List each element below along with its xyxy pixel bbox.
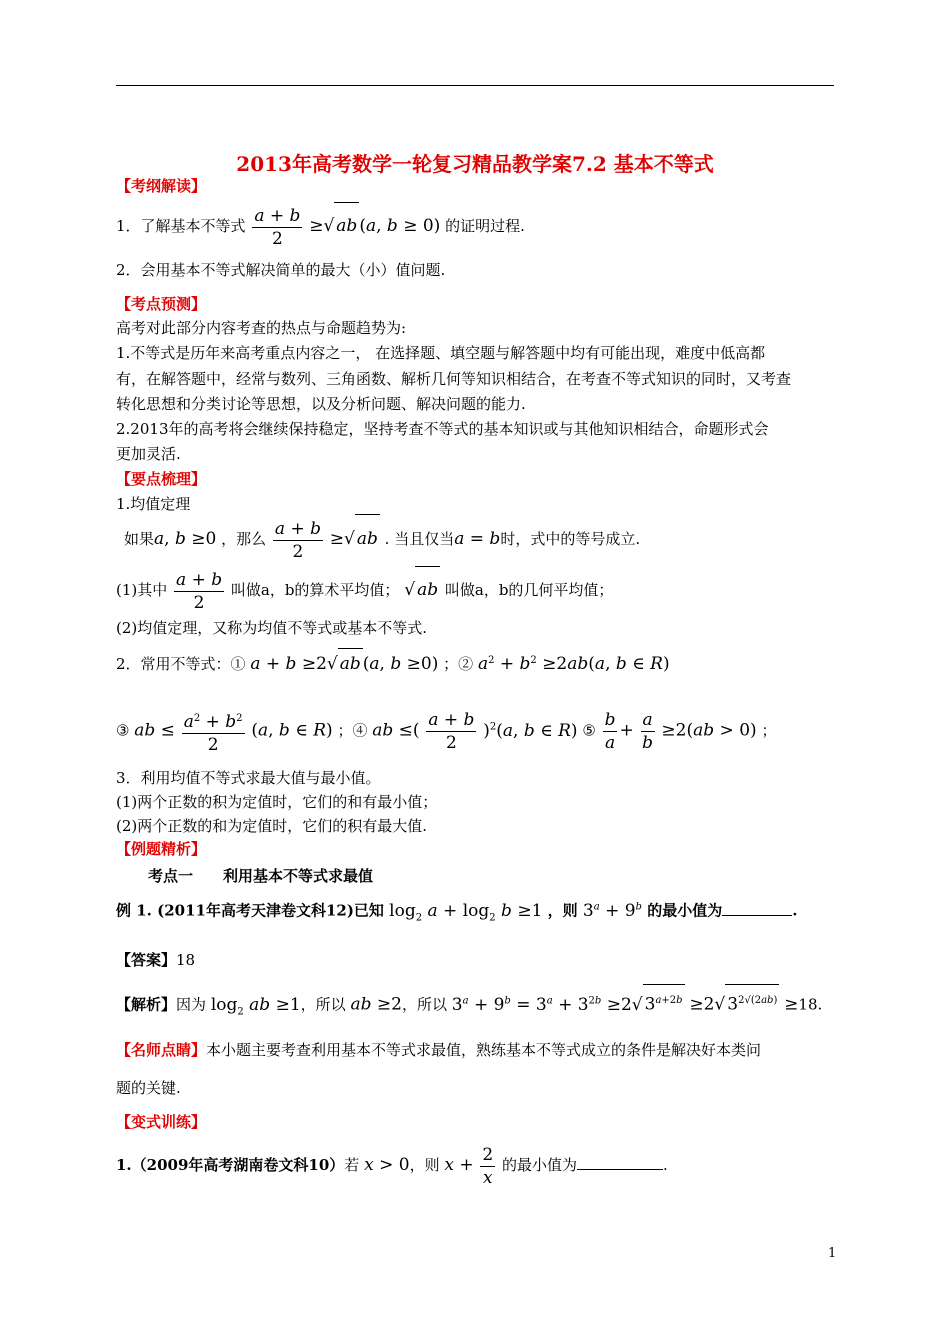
fraction-a2-plus-b2-over-2: $\frac{a^2 + b^2}{2}$	[182, 708, 245, 756]
example-1-answer	[116, 950, 195, 970]
forecast-p1-line1: 1.不等式是历年来高考重点内容之一， 在选择题、填空题与解答题中均有可能出现，难度中低高都	[116, 344, 766, 362]
extreme-value-heading: 3．利用均值不等式求最大值与最小值。	[116, 769, 381, 787]
statement-then: ，那么	[221, 530, 267, 548]
separator-2: ；②	[443, 655, 474, 673]
forecast-p2-line2: 更加灵活.	[116, 445, 181, 463]
circled-4: ；④	[337, 721, 368, 740]
example-1-source: 例 1. (2011年高考天津卷文科12)已知	[116, 901, 384, 920]
fraction-a-over-b: $\frac{a}{b}$	[642, 710, 654, 754]
fraction-2-over-x: $\frac{2}{x}$	[482, 1144, 494, 1188]
syllabus-item-1-text: 1．了解基本不等式	[116, 217, 246, 235]
section-header-practice: 【变式训练】	[116, 1113, 207, 1131]
forecast-p1-line2: 有，在解答题中，经常与数列、三角函数、解析几何等知识相结合，在考查不等式知识的同时，又考查	[116, 370, 792, 388]
fraction-a-plus-b-over-2: $\frac{a + b}{2}$	[428, 710, 475, 754]
answer-blank	[722, 901, 792, 916]
example-1-ask: 的最小值为	[647, 901, 723, 920]
page-title: 2013年高考数学一轮复习精品教学案7.2 基本不等式	[236, 152, 714, 176]
common-inequalities-label: 2．常用不等式：①	[116, 655, 246, 673]
answer-label: 【答案】	[116, 951, 177, 969]
forecast-intro: 高考对此部分内容考查的热点与命题趋势为:	[116, 319, 407, 337]
teacher-tip-label: 【名师点睛】	[116, 1041, 207, 1059]
separator-semicolon: ；	[761, 721, 777, 740]
fraction-b-over-a: $\frac{b}{a}$	[604, 710, 616, 754]
section-header-examples: 【例题精析】	[116, 840, 207, 858]
answer-blank	[577, 1155, 663, 1170]
common-inequalities-row2: ③ ab ≤ $\frac{a^2 + b^2}{2}$ (a, b ∈ R) ；④ ab ≤( $\frac{a + b}{2}$ )$^2$(a, b ∈ R) ⑤ $\frac{b}{a}$ + $\frac{a}{b}$ ≥2(ab > 0) ；	[116, 700, 776, 754]
solution-label: 【解析】	[116, 995, 177, 1014]
solution-end: 18.	[798, 995, 823, 1014]
extreme-value-rule-2: (2)两个正数的和为定值时，它们的积有最大值.	[116, 817, 428, 835]
header-rule	[116, 85, 834, 86]
arithmetic-mean-note: (1)其中 $\frac{a + b}{2}$ 叫做a，b的算术平均值； √ ab 叫做a，b的几何平均值；	[116, 566, 613, 612]
fraction-a-plus-b-over-2: $\frac{a + b}{2}$	[274, 518, 321, 562]
statement-end: 时，式中的等号成立.	[500, 530, 641, 548]
page-number: 1	[828, 1246, 837, 1261]
solution-so-1: ，所以	[300, 995, 346, 1014]
teacher-tip-line1	[116, 1040, 761, 1060]
practice-if: 若	[344, 1156, 360, 1174]
section-header-forecast: 【考点预测】	[116, 295, 207, 313]
section-header-key-points: 【要点梳理】	[116, 470, 207, 488]
solution-so-2: ，所以	[401, 995, 447, 1014]
teacher-tip-line2: 题的关键.	[116, 1079, 181, 1097]
answer-value: 18	[176, 951, 196, 969]
teacher-tip-text-1: 本小题主要考查利用基本不等式求最值，熟练基本不等式成立的条件是解决好本类问	[206, 1041, 762, 1059]
solution-because: 因为	[176, 995, 207, 1014]
mean-theorem-note-2: (2)均值定理，又称为均值不等式或基本不等式.	[116, 619, 428, 637]
practice-then: ，则	[409, 1156, 440, 1174]
forecast-p2-line1: 2.2013年的高考将会继续保持稳定，坚持考查不等式的基本知识或与其他知识相结合，命题形式会	[116, 420, 769, 438]
topic-1-heading: 考点一 利用基本不等式求最值	[148, 867, 374, 885]
extreme-value-rule-1: (1)两个正数的积为定值时，它们的和有最小值；	[116, 793, 438, 811]
syllabus-item-1: 1．了解基本不等式 $\frac{a + b}{2}$ ≥√ ab (a, b ≥ 0) 的证明过程.	[116, 202, 525, 248]
section-header-syllabus: 【考纲解读】	[116, 177, 207, 195]
mean-theorem-statement: 如果a, b ≥0 ，那么 $\frac{a + b}{2}$ ≥√ ab . 当且仅当a = b时，式中的等号成立.	[124, 514, 640, 562]
common-inequalities-row1: 2．常用不等式：① a + b ≥2√ ab (a, b ≥0) ；② $a^2 + b^2 \ge 2ab(a$, b ∈ R)	[116, 646, 670, 676]
syllabus-item-2: 2．会用基本不等式解决简单的最大（小）值问题.	[116, 261, 446, 279]
statement-if: 如果	[124, 530, 155, 548]
example-1-then: ，则	[547, 901, 578, 920]
forecast-p1-line3: 转化思想和分类讨论等思想，以及分析问题、解决问题的能力.	[116, 395, 526, 413]
example-1-solution: 【解析】因为 $\log_2$ ab ≥1，所以 ab ≥2，所以 $3^a + 9^b = 3^a + 3^{2b} \ge 2√$ $3^{a+2b} \ge 2√$ $3^{2√(2ab)} \ge 18$.	[116, 984, 822, 1016]
mean-theorem-heading: 1.均值定理	[116, 495, 191, 513]
practice-question-1-source: 1.（2009年高考湖南卷文科10）	[116, 1156, 345, 1174]
practice-question-1: 1.（2009年高考湖南卷文科10）若 x > 0，则 x + $\frac{2}{x}$ 的最小值为 .	[116, 1144, 668, 1188]
statement-iff: . 当且仅当	[384, 530, 455, 548]
circled-5: ⑤	[582, 721, 596, 740]
practice-ask: 的最小值为	[502, 1156, 578, 1174]
fraction-a-plus-b-over-2: $\frac{a + b}{2}$	[176, 569, 223, 613]
note-1-post: 叫做a，b的几何平均值；	[444, 581, 614, 599]
fraction-a-plus-b-over-2: $\frac{a + b}{2}$	[254, 205, 301, 249]
syllabus-item-1-end: 的证明过程.	[445, 217, 525, 235]
note-1-mid: 叫做a，b的算术平均值；	[230, 581, 400, 599]
circled-3: ③	[116, 721, 130, 740]
example-1: 例 1. (2011年高考天津卷文科12)已知 $\log_2 a + \log_2 b \ge 1$ ，则 $3^a + 9^b$ 的最小值为 .	[116, 900, 798, 924]
note-1-prefix: (1)其中	[116, 581, 168, 599]
